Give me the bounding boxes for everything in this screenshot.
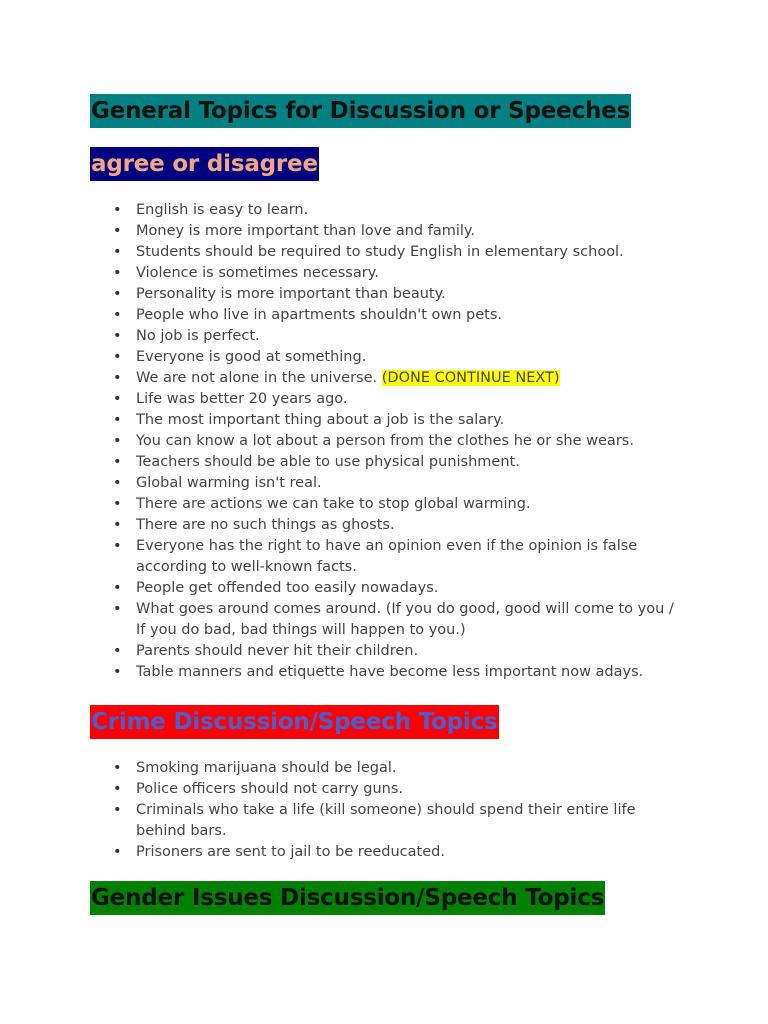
list-item: • Parents should never hit their children. [90, 641, 680, 662]
list-item: • Teachers should be able to use physical punishment. [90, 452, 680, 473]
list-item: • Police officers should not carry guns. [90, 779, 680, 800]
list-item: • What goes around comes around. (If you do good, good will come to you / If you do bad, bad things will happen to you.) [90, 599, 680, 641]
list-item: • No job is perfect. [90, 326, 680, 347]
list-item: • There are no such things as ghosts. [90, 515, 680, 536]
list-item: • Global warming isn't real. [90, 473, 680, 494]
list-item: • People who live in apartments shouldn't own pets. [90, 305, 680, 326]
main-title: General Topics for Discussion or Speeches [90, 94, 631, 128]
section-title-crime: Crime Discussion/Speech Topics [90, 705, 499, 739]
crime-topic-list [90, 758, 680, 863]
list-item: • Life was better 20 years ago. [90, 389, 680, 410]
list-item: • Prisoners are sent to jail to be reeducated. [90, 842, 680, 863]
highlight-note: (DONE CONTINUE NEXT) [381, 370, 560, 386]
list-item: • Violence is sometimes necessary. [90, 263, 680, 284]
list-item: • You can know a lot about a person from the clothes he or she wears. [90, 431, 680, 452]
list-item: • Students should be required to study English in elementary school. [90, 242, 680, 263]
list-item: • Table manners and etiquette have become less important now adays. [90, 662, 680, 683]
list-item: • English is easy to learn. [90, 200, 680, 221]
section-title-agree: agree or disagree [90, 147, 319, 181]
list-item: • Everyone is good at something. [90, 347, 680, 368]
list-item: • Smoking marijuana should be legal. [90, 758, 680, 779]
list-item: • We are not alone in the universe. (DONE CONTINUE NEXT) [90, 368, 680, 389]
list-item: • Everyone has the right to have an opinion even if the opinion is false according to well-known facts. [90, 536, 680, 578]
list-item: • The most important thing about a job is the salary. [90, 410, 680, 431]
section-title-gender: Gender Issues Discussion/Speech Topics [90, 881, 605, 915]
list-item: • There are actions we can take to stop global warming. [90, 494, 680, 515]
list-item: • People get offended too easily nowadays. [90, 578, 680, 599]
list-item: • Personality is more important than beauty. [90, 284, 680, 305]
list-item: • Criminals who take a life (kill someone) should spend their entire life behind bars. [90, 800, 680, 842]
list-item: • Money is more important than love and family. [90, 221, 680, 242]
agree-topic-list [90, 200, 680, 683]
